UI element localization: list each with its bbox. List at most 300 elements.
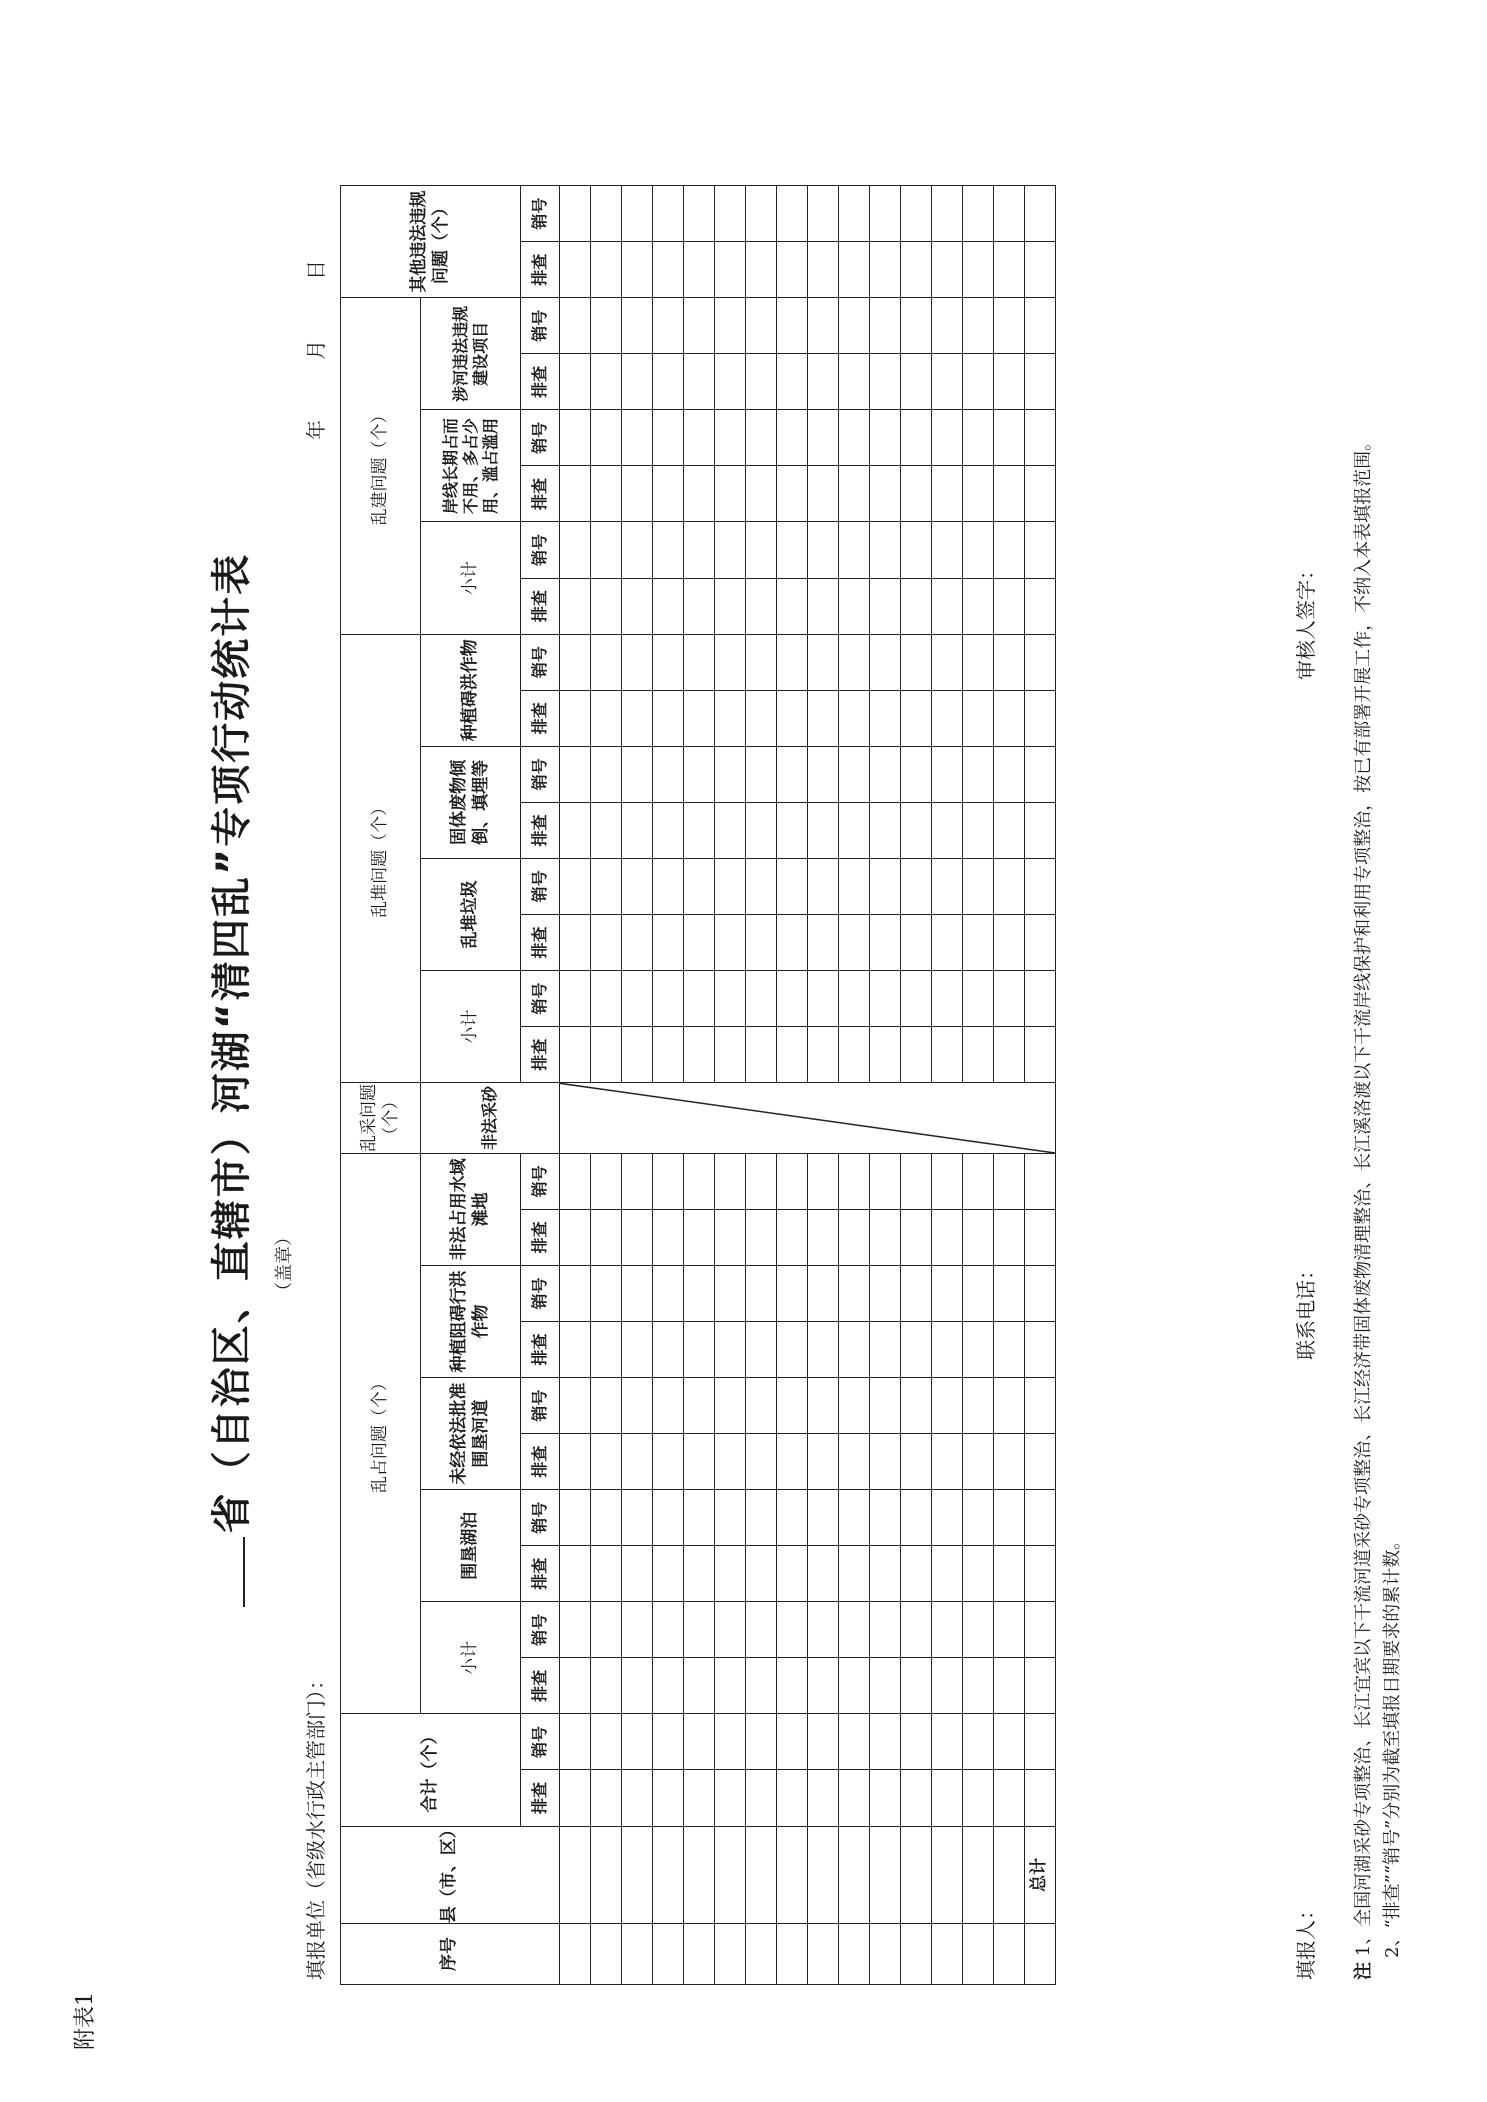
seq-cell[interactable]	[870, 1924, 901, 1985]
value-cell[interactable]	[994, 858, 1025, 914]
county-cell[interactable]	[994, 1826, 1025, 1924]
value-cell[interactable]	[622, 354, 653, 410]
value-cell[interactable]	[746, 298, 777, 354]
value-cell[interactable]	[963, 242, 994, 298]
value-cell[interactable]	[994, 1322, 1025, 1378]
value-cell[interactable]	[1025, 1265, 1056, 1321]
value-cell[interactable]	[901, 802, 932, 858]
value-cell[interactable]	[622, 746, 653, 802]
value-cell[interactable]	[808, 578, 839, 634]
value-cell[interactable]	[684, 1153, 715, 1209]
value-cell[interactable]	[777, 1378, 808, 1434]
value-cell[interactable]	[870, 578, 901, 634]
value-cell[interactable]	[746, 634, 777, 690]
seq-cell[interactable]	[1025, 1924, 1056, 1985]
value-cell[interactable]	[808, 298, 839, 354]
value-cell[interactable]	[932, 466, 963, 522]
value-cell[interactable]	[1025, 1770, 1056, 1826]
value-cell[interactable]	[684, 1546, 715, 1602]
value-cell[interactable]	[1025, 1153, 1056, 1209]
value-cell[interactable]	[653, 522, 684, 578]
value-cell[interactable]	[963, 858, 994, 914]
value-cell[interactable]	[932, 971, 963, 1027]
value-cell[interactable]	[560, 354, 591, 410]
value-cell[interactable]	[1025, 410, 1056, 466]
value-cell[interactable]	[560, 1546, 591, 1602]
value-cell[interactable]	[591, 1490, 622, 1546]
value-cell[interactable]	[932, 578, 963, 634]
value-cell[interactable]	[746, 802, 777, 858]
value-cell[interactable]	[1025, 578, 1056, 634]
value-cell[interactable]	[715, 690, 746, 746]
value-cell[interactable]	[684, 690, 715, 746]
value-cell[interactable]	[839, 1602, 870, 1658]
value-cell[interactable]	[839, 634, 870, 690]
value-cell[interactable]	[684, 410, 715, 466]
value-cell[interactable]	[901, 298, 932, 354]
value-cell[interactable]	[777, 1322, 808, 1378]
value-cell[interactable]	[932, 1434, 963, 1490]
value-cell[interactable]	[715, 1602, 746, 1658]
value-cell[interactable]	[591, 746, 622, 802]
value-cell[interactable]	[870, 1490, 901, 1546]
value-cell[interactable]	[560, 578, 591, 634]
value-cell[interactable]	[994, 1770, 1025, 1826]
value-cell[interactable]	[1025, 522, 1056, 578]
value-cell[interactable]	[808, 1209, 839, 1265]
value-cell[interactable]	[839, 746, 870, 802]
value-cell[interactable]	[653, 1770, 684, 1826]
value-cell[interactable]	[746, 466, 777, 522]
seq-cell[interactable]	[684, 1924, 715, 1985]
value-cell[interactable]	[808, 466, 839, 522]
value-cell[interactable]	[932, 410, 963, 466]
value-cell[interactable]	[715, 634, 746, 690]
value-cell[interactable]	[1025, 634, 1056, 690]
value-cell[interactable]	[653, 858, 684, 914]
county-cell[interactable]	[870, 1826, 901, 1924]
value-cell[interactable]	[839, 802, 870, 858]
value-cell[interactable]	[808, 1027, 839, 1083]
value-cell[interactable]	[746, 914, 777, 970]
value-cell[interactable]	[746, 1546, 777, 1602]
value-cell[interactable]	[591, 971, 622, 1027]
value-cell[interactable]	[1025, 1209, 1056, 1265]
value-cell[interactable]	[560, 1153, 591, 1209]
value-cell[interactable]	[963, 1658, 994, 1714]
value-cell[interactable]	[777, 410, 808, 466]
value-cell[interactable]	[839, 354, 870, 410]
value-cell[interactable]	[963, 1322, 994, 1378]
value-cell[interactable]	[1025, 1602, 1056, 1658]
value-cell[interactable]	[870, 1209, 901, 1265]
value-cell[interactable]	[560, 410, 591, 466]
seq-cell[interactable]	[777, 1924, 808, 1985]
value-cell[interactable]	[808, 1265, 839, 1321]
value-cell[interactable]	[870, 1027, 901, 1083]
value-cell[interactable]	[932, 634, 963, 690]
value-cell[interactable]	[1025, 1490, 1056, 1546]
value-cell[interactable]	[839, 1714, 870, 1770]
value-cell[interactable]	[591, 1322, 622, 1378]
county-cell[interactable]	[777, 1826, 808, 1924]
value-cell[interactable]	[870, 522, 901, 578]
value-cell[interactable]	[870, 971, 901, 1027]
value-cell[interactable]	[1025, 971, 1056, 1027]
value-cell[interactable]	[777, 1490, 808, 1546]
value-cell[interactable]	[715, 1714, 746, 1770]
value-cell[interactable]	[808, 242, 839, 298]
value-cell[interactable]	[591, 858, 622, 914]
value-cell[interactable]	[932, 354, 963, 410]
value-cell[interactable]	[994, 1602, 1025, 1658]
value-cell[interactable]	[715, 242, 746, 298]
value-cell[interactable]	[963, 914, 994, 970]
value-cell[interactable]	[870, 858, 901, 914]
value-cell[interactable]	[932, 298, 963, 354]
value-cell[interactable]	[994, 466, 1025, 522]
value-cell[interactable]	[777, 858, 808, 914]
value-cell[interactable]	[777, 1027, 808, 1083]
value-cell[interactable]	[870, 1434, 901, 1490]
value-cell[interactable]	[901, 1434, 932, 1490]
value-cell[interactable]	[901, 1490, 932, 1546]
value-cell[interactable]	[870, 1770, 901, 1826]
value-cell[interactable]	[963, 466, 994, 522]
value-cell[interactable]	[963, 1153, 994, 1209]
value-cell[interactable]	[777, 354, 808, 410]
value-cell[interactable]	[591, 1153, 622, 1209]
value-cell[interactable]	[715, 1770, 746, 1826]
value-cell[interactable]	[808, 354, 839, 410]
value-cell[interactable]	[777, 522, 808, 578]
value-cell[interactable]	[932, 1546, 963, 1602]
value-cell[interactable]	[1025, 1434, 1056, 1490]
value-cell[interactable]	[715, 914, 746, 970]
value-cell[interactable]	[746, 1714, 777, 1770]
value-cell[interactable]	[622, 298, 653, 354]
value-cell[interactable]	[622, 1322, 653, 1378]
value-cell[interactable]	[870, 186, 901, 242]
seq-cell[interactable]	[963, 1924, 994, 1985]
value-cell[interactable]	[994, 690, 1025, 746]
value-cell[interactable]	[560, 466, 591, 522]
value-cell[interactable]	[808, 1378, 839, 1434]
value-cell[interactable]	[591, 354, 622, 410]
value-cell[interactable]	[808, 1322, 839, 1378]
value-cell[interactable]	[560, 746, 591, 802]
value-cell[interactable]	[963, 410, 994, 466]
value-cell[interactable]	[715, 186, 746, 242]
value-cell[interactable]	[901, 522, 932, 578]
value-cell[interactable]	[994, 1265, 1025, 1321]
value-cell[interactable]	[591, 914, 622, 970]
value-cell[interactable]	[591, 690, 622, 746]
value-cell[interactable]	[994, 746, 1025, 802]
value-cell[interactable]	[808, 971, 839, 1027]
seq-cell[interactable]	[653, 1924, 684, 1985]
value-cell[interactable]	[777, 1714, 808, 1770]
value-cell[interactable]	[839, 186, 870, 242]
value-cell[interactable]	[715, 298, 746, 354]
value-cell[interactable]	[839, 1322, 870, 1378]
value-cell[interactable]	[994, 410, 1025, 466]
seq-cell[interactable]	[808, 1924, 839, 1985]
value-cell[interactable]	[777, 298, 808, 354]
value-cell[interactable]	[746, 1209, 777, 1265]
value-cell[interactable]	[777, 1658, 808, 1714]
value-cell[interactable]	[560, 802, 591, 858]
value-cell[interactable]	[808, 1714, 839, 1770]
value-cell[interactable]	[684, 1378, 715, 1434]
value-cell[interactable]	[808, 1490, 839, 1546]
value-cell[interactable]	[839, 1546, 870, 1602]
value-cell[interactable]	[715, 1546, 746, 1602]
value-cell[interactable]	[653, 410, 684, 466]
value-cell[interactable]	[808, 634, 839, 690]
value-cell[interactable]	[994, 1027, 1025, 1083]
value-cell[interactable]	[963, 1209, 994, 1265]
value-cell[interactable]	[808, 1770, 839, 1826]
value-cell[interactable]	[591, 1434, 622, 1490]
value-cell[interactable]	[684, 634, 715, 690]
value-cell[interactable]	[653, 1265, 684, 1321]
value-cell[interactable]	[839, 1490, 870, 1546]
value-cell[interactable]	[994, 914, 1025, 970]
value-cell[interactable]	[994, 1658, 1025, 1714]
value-cell[interactable]	[839, 1265, 870, 1321]
value-cell[interactable]	[591, 1209, 622, 1265]
value-cell[interactable]	[963, 578, 994, 634]
value-cell[interactable]	[653, 1378, 684, 1434]
value-cell[interactable]	[901, 1322, 932, 1378]
value-cell[interactable]	[653, 971, 684, 1027]
value-cell[interactable]	[715, 410, 746, 466]
value-cell[interactable]	[870, 354, 901, 410]
value-cell[interactable]	[746, 1490, 777, 1546]
value-cell[interactable]	[591, 298, 622, 354]
value-cell[interactable]	[777, 802, 808, 858]
value-cell[interactable]	[777, 634, 808, 690]
value-cell[interactable]	[684, 802, 715, 858]
value-cell[interactable]	[622, 578, 653, 634]
value-cell[interactable]	[684, 186, 715, 242]
value-cell[interactable]	[808, 858, 839, 914]
value-cell[interactable]	[684, 1490, 715, 1546]
seq-cell[interactable]	[932, 1924, 963, 1985]
value-cell[interactable]	[932, 1265, 963, 1321]
value-cell[interactable]	[622, 466, 653, 522]
value-cell[interactable]	[901, 1027, 932, 1083]
value-cell[interactable]	[591, 1602, 622, 1658]
value-cell[interactable]	[870, 1602, 901, 1658]
value-cell[interactable]	[746, 858, 777, 914]
value-cell[interactable]	[901, 1546, 932, 1602]
value-cell[interactable]	[932, 522, 963, 578]
value-cell[interactable]	[622, 634, 653, 690]
value-cell[interactable]	[932, 242, 963, 298]
value-cell[interactable]	[777, 1209, 808, 1265]
value-cell[interactable]	[839, 1209, 870, 1265]
value-cell[interactable]	[684, 522, 715, 578]
value-cell[interactable]	[715, 578, 746, 634]
value-cell[interactable]	[560, 1265, 591, 1321]
value-cell[interactable]	[653, 1658, 684, 1714]
value-cell[interactable]	[746, 1322, 777, 1378]
value-cell[interactable]	[808, 1602, 839, 1658]
value-cell[interactable]	[622, 1027, 653, 1083]
value-cell[interactable]	[715, 1209, 746, 1265]
value-cell[interactable]	[963, 1027, 994, 1083]
value-cell[interactable]	[560, 1490, 591, 1546]
value-cell[interactable]	[746, 186, 777, 242]
value-cell[interactable]	[560, 971, 591, 1027]
value-cell[interactable]	[839, 914, 870, 970]
value-cell[interactable]	[560, 1378, 591, 1434]
value-cell[interactable]	[560, 522, 591, 578]
value-cell[interactable]	[963, 522, 994, 578]
value-cell[interactable]	[622, 410, 653, 466]
value-cell[interactable]	[777, 186, 808, 242]
county-cell[interactable]	[560, 1826, 591, 1924]
value-cell[interactable]	[746, 1434, 777, 1490]
value-cell[interactable]	[932, 1322, 963, 1378]
value-cell[interactable]	[1025, 690, 1056, 746]
value-cell[interactable]	[591, 578, 622, 634]
value-cell[interactable]	[808, 1434, 839, 1490]
value-cell[interactable]	[839, 1153, 870, 1209]
value-cell[interactable]	[963, 298, 994, 354]
value-cell[interactable]	[715, 1658, 746, 1714]
value-cell[interactable]	[591, 1027, 622, 1083]
value-cell[interactable]	[901, 690, 932, 746]
value-cell[interactable]	[963, 634, 994, 690]
value-cell[interactable]	[963, 1378, 994, 1434]
value-cell[interactable]	[901, 1378, 932, 1434]
value-cell[interactable]	[746, 971, 777, 1027]
value-cell[interactable]	[684, 971, 715, 1027]
value-cell[interactable]	[715, 1265, 746, 1321]
value-cell[interactable]	[746, 746, 777, 802]
value-cell[interactable]	[870, 1546, 901, 1602]
value-cell[interactable]	[963, 186, 994, 242]
value-cell[interactable]	[870, 1714, 901, 1770]
value-cell[interactable]	[591, 186, 622, 242]
value-cell[interactable]	[715, 971, 746, 1027]
value-cell[interactable]	[901, 914, 932, 970]
value-cell[interactable]	[715, 746, 746, 802]
value-cell[interactable]	[684, 746, 715, 802]
value-cell[interactable]	[901, 1658, 932, 1714]
value-cell[interactable]	[560, 1434, 591, 1490]
value-cell[interactable]	[684, 1265, 715, 1321]
value-cell[interactable]	[994, 971, 1025, 1027]
value-cell[interactable]	[839, 298, 870, 354]
value-cell[interactable]	[777, 466, 808, 522]
value-cell[interactable]	[932, 746, 963, 802]
value-cell[interactable]	[653, 242, 684, 298]
value-cell[interactable]	[870, 1378, 901, 1434]
county-cell[interactable]	[901, 1826, 932, 1924]
seq-cell[interactable]	[994, 1924, 1025, 1985]
value-cell[interactable]	[777, 690, 808, 746]
value-cell[interactable]	[932, 858, 963, 914]
value-cell[interactable]	[1025, 1322, 1056, 1378]
value-cell[interactable]	[901, 1265, 932, 1321]
seq-cell[interactable]	[746, 1924, 777, 1985]
value-cell[interactable]	[653, 1602, 684, 1658]
value-cell[interactable]	[715, 858, 746, 914]
value-cell[interactable]	[1025, 466, 1056, 522]
value-cell[interactable]	[715, 802, 746, 858]
value-cell[interactable]	[994, 1378, 1025, 1434]
county-cell[interactable]	[622, 1826, 653, 1924]
value-cell[interactable]	[963, 1265, 994, 1321]
value-cell[interactable]	[746, 242, 777, 298]
value-cell[interactable]	[963, 1434, 994, 1490]
value-cell[interactable]	[715, 1027, 746, 1083]
value-cell[interactable]	[684, 1027, 715, 1083]
value-cell[interactable]	[591, 1770, 622, 1826]
value-cell[interactable]	[653, 1546, 684, 1602]
value-cell[interactable]	[684, 858, 715, 914]
value-cell[interactable]	[870, 466, 901, 522]
seq-cell[interactable]	[591, 1924, 622, 1985]
value-cell[interactable]	[653, 1027, 684, 1083]
value-cell[interactable]	[839, 522, 870, 578]
value-cell[interactable]	[653, 1490, 684, 1546]
value-cell[interactable]	[560, 634, 591, 690]
value-cell[interactable]	[715, 1153, 746, 1209]
value-cell[interactable]	[777, 1546, 808, 1602]
county-cell[interactable]	[963, 1826, 994, 1924]
value-cell[interactable]	[560, 1658, 591, 1714]
county-cell[interactable]	[746, 1826, 777, 1924]
value-cell[interactable]	[622, 914, 653, 970]
value-cell[interactable]	[684, 1322, 715, 1378]
value-cell[interactable]	[653, 1209, 684, 1265]
value-cell[interactable]	[591, 1378, 622, 1434]
seq-cell[interactable]	[715, 1924, 746, 1985]
value-cell[interactable]	[622, 1209, 653, 1265]
value-cell[interactable]	[777, 971, 808, 1027]
value-cell[interactable]	[684, 1658, 715, 1714]
value-cell[interactable]	[1025, 1027, 1056, 1083]
value-cell[interactable]	[622, 802, 653, 858]
seq-cell[interactable]	[839, 1924, 870, 1985]
value-cell[interactable]	[870, 746, 901, 802]
value-cell[interactable]	[963, 1546, 994, 1602]
value-cell[interactable]	[591, 410, 622, 466]
value-cell[interactable]	[839, 971, 870, 1027]
value-cell[interactable]	[746, 1770, 777, 1826]
value-cell[interactable]	[932, 690, 963, 746]
county-cell[interactable]	[653, 1826, 684, 1924]
value-cell[interactable]	[591, 1714, 622, 1770]
value-cell[interactable]	[1025, 354, 1056, 410]
value-cell[interactable]	[622, 858, 653, 914]
value-cell[interactable]	[994, 578, 1025, 634]
value-cell[interactable]	[1025, 802, 1056, 858]
value-cell[interactable]	[746, 410, 777, 466]
value-cell[interactable]	[901, 634, 932, 690]
value-cell[interactable]	[560, 914, 591, 970]
value-cell[interactable]	[932, 1378, 963, 1434]
value-cell[interactable]	[932, 1714, 963, 1770]
value-cell[interactable]	[839, 1378, 870, 1434]
value-cell[interactable]	[746, 1602, 777, 1658]
value-cell[interactable]	[1025, 298, 1056, 354]
